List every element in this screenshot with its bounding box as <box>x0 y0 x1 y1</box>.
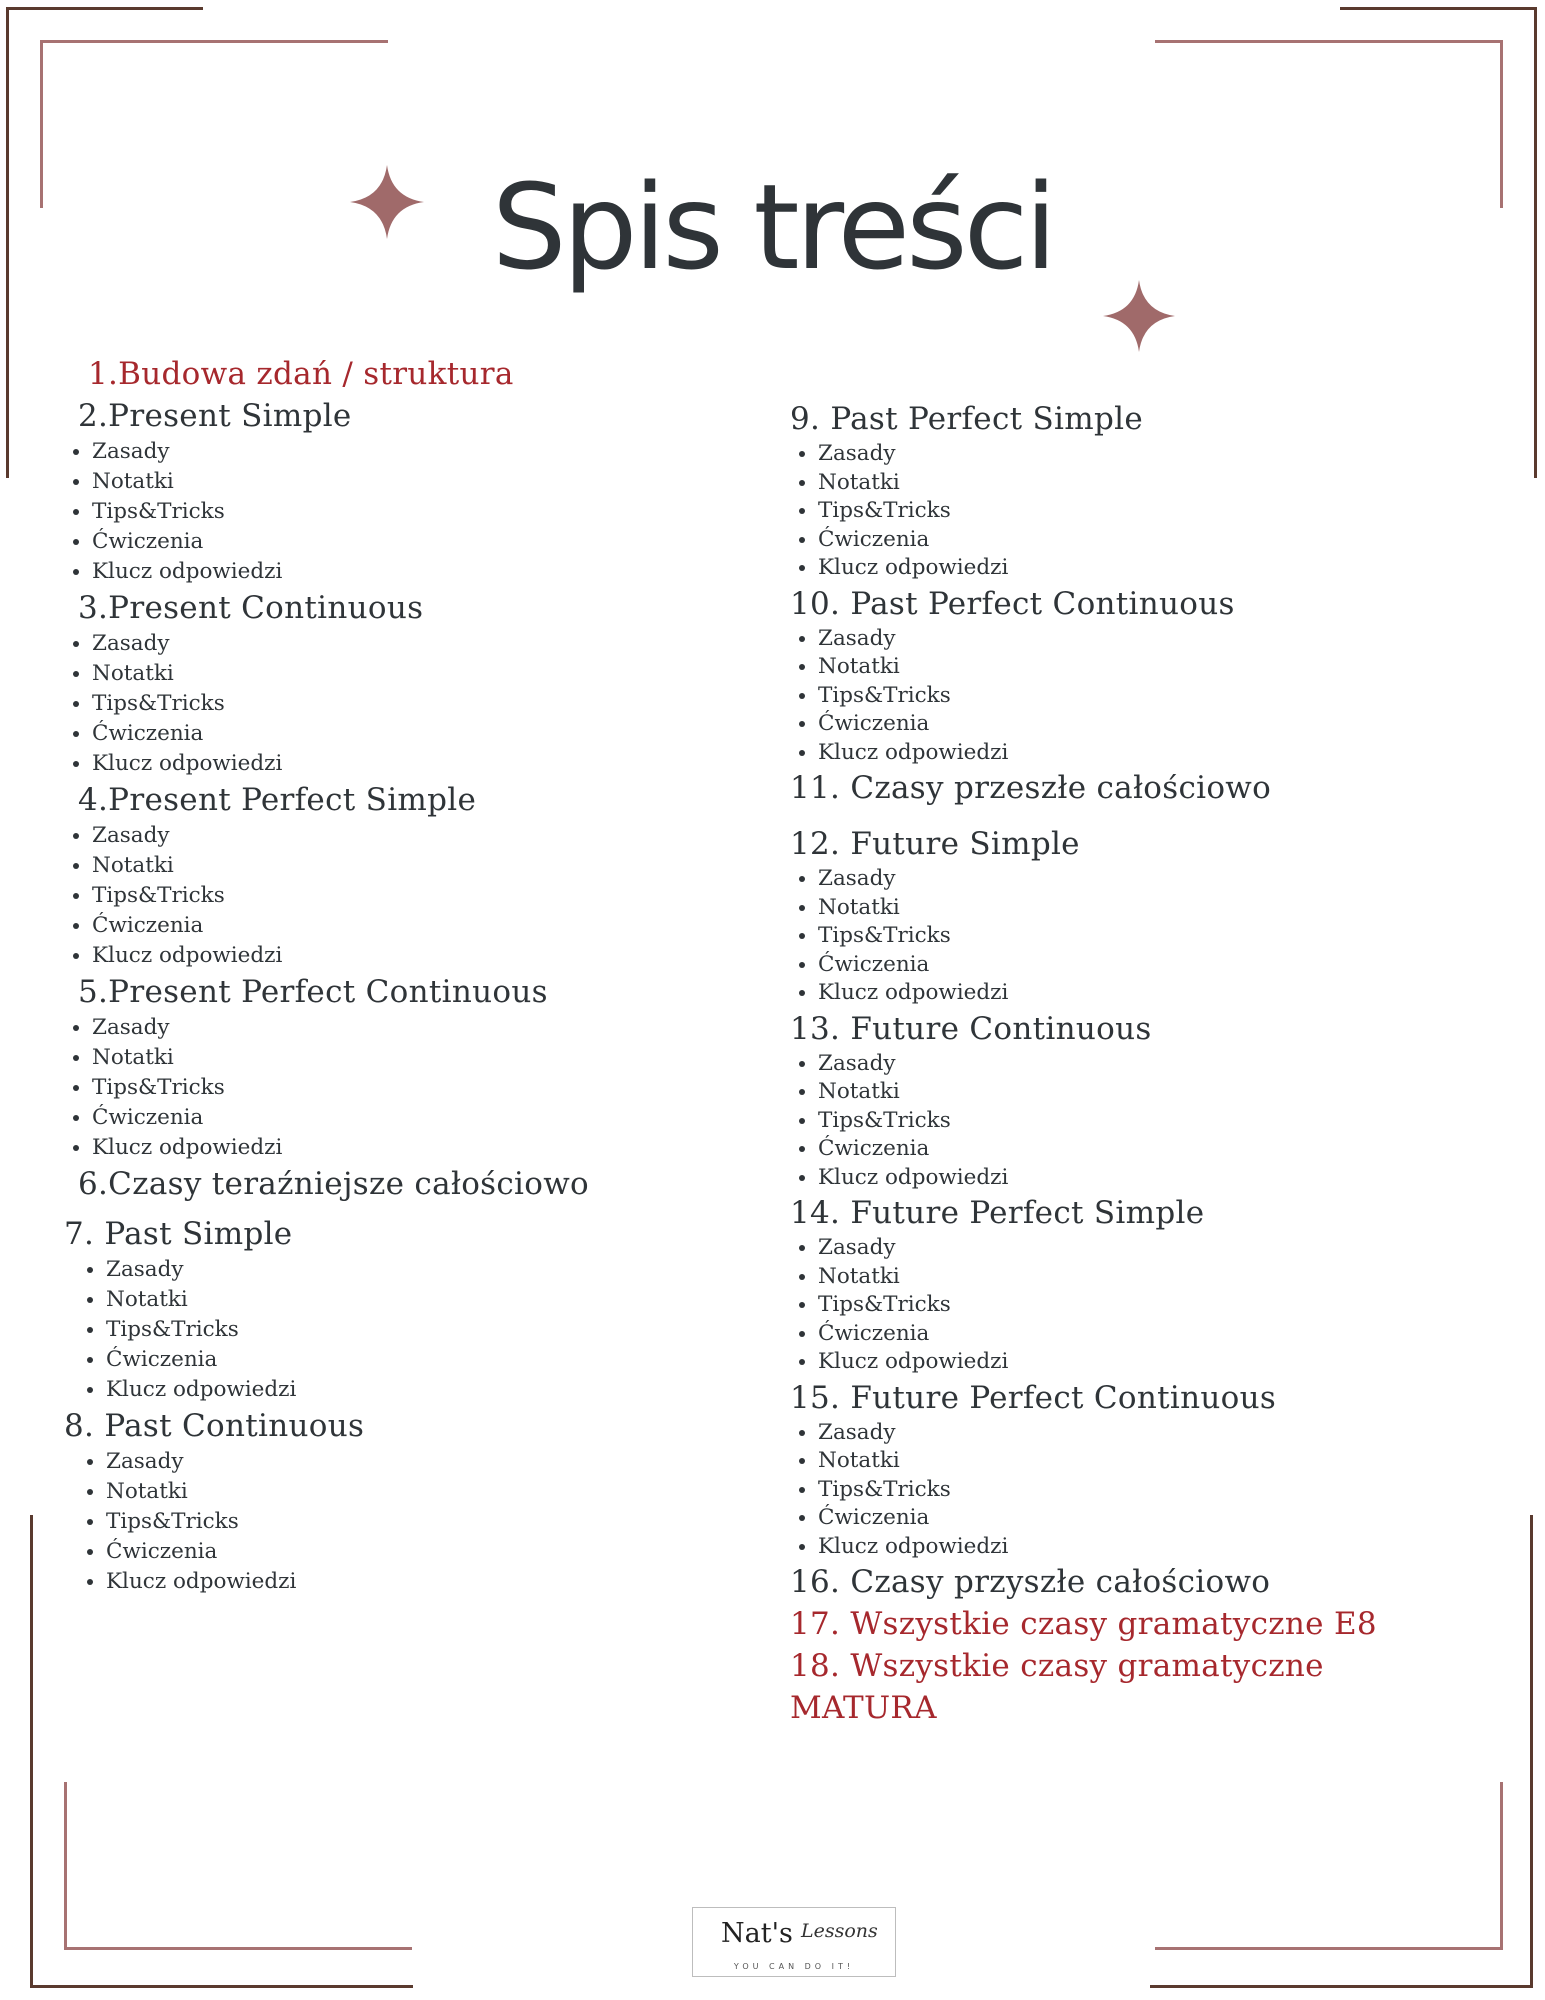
toc-subitem-list <box>64 437 744 587</box>
toc-subitem[interactable]: • Zasady <box>92 821 744 851</box>
toc-subitem[interactable]: • Ćwiczenia <box>92 719 744 749</box>
toc-subitem[interactable]: • Notatki <box>106 1477 744 1507</box>
toc-section <box>64 353 744 395</box>
toc-section-title[interactable]: 5.Present Perfect Continuous <box>78 974 548 1010</box>
toc-section-title[interactable]: 15. Future Perfect Continuous <box>790 1379 1277 1416</box>
toc-section-title[interactable]: 13. Future Continuous <box>790 1010 1152 1047</box>
toc-subitem[interactable]: • Zasady <box>92 1013 744 1043</box>
toc-subitem[interactable]: • Notatki <box>818 1078 1490 1107</box>
toc-section-title[interactable]: 2.Present Simple <box>78 398 352 434</box>
toc-subitem[interactable]: • Tips&Tricks <box>818 682 1490 711</box>
toc-subitem[interactable]: • Notatki <box>818 653 1490 682</box>
toc-subitem-list <box>64 1255 744 1405</box>
toc-subitem-list <box>790 865 1490 1008</box>
toc-subitem[interactable]: • Zasady <box>818 1050 1490 1079</box>
toc-section-title[interactable]: 8. Past Continuous <box>64 1408 365 1444</box>
toc-subitem[interactable]: • Notatki <box>92 659 744 689</box>
toc-subitem[interactable]: • Klucz odpowiedzi <box>92 1133 744 1163</box>
toc-subitem[interactable]: • Ćwiczenia <box>818 1135 1490 1164</box>
toc-subitem[interactable]: • Zasady <box>106 1447 744 1477</box>
frame-corner-bottom-left-inner <box>64 1782 412 1950</box>
toc-subitem[interactable]: • Notatki <box>818 894 1490 923</box>
toc-subitem-list <box>790 1050 1490 1193</box>
toc-subitem[interactable]: • Zasady <box>818 440 1490 469</box>
toc-subitem[interactable]: • Ćwiczenia <box>818 951 1490 980</box>
toc-section <box>64 779 744 971</box>
toc-section <box>790 398 1490 583</box>
toc-subitem[interactable]: • Tips&Tricks <box>818 497 1490 526</box>
toc-subitem-list <box>64 1013 744 1163</box>
toc-left-column <box>64 353 744 1597</box>
toc-section-title[interactable]: 18. Wszystkie czasy gramatyczne <box>790 1648 1324 1684</box>
toc-section-title[interactable]: 1.Budowa zdań / struktura <box>88 356 514 392</box>
toc-subitem[interactable]: • Tips&Tricks <box>106 1507 744 1537</box>
toc-section-title[interactable]: 4.Present Perfect Simple <box>78 782 477 818</box>
toc-section <box>790 1687 1490 1729</box>
toc-subitem[interactable]: • Ćwiczenia <box>106 1537 744 1567</box>
toc-subitem[interactable]: • Klucz odpowiedzi <box>106 1375 744 1405</box>
toc-subitem-list <box>790 625 1490 768</box>
toc-subitem[interactable]: • Tips&Tricks <box>92 497 744 527</box>
toc-subitem[interactable]: • Klucz odpowiedzi <box>818 979 1490 1008</box>
toc-subitem[interactable]: • Tips&Tricks <box>818 1107 1490 1136</box>
toc-section <box>790 583 1490 768</box>
toc-section-title[interactable]: MATURA <box>790 1690 937 1726</box>
toc-subitem[interactable]: • Ćwiczenia <box>106 1345 744 1375</box>
toc-subitem[interactable]: • Zasady <box>106 1255 744 1285</box>
toc-subitem[interactable]: • Ćwiczenia <box>92 911 744 941</box>
toc-subitem[interactable]: • Notatki <box>92 851 744 881</box>
toc-section <box>790 1192 1490 1377</box>
star-icon <box>1103 280 1175 352</box>
toc-section-title[interactable]: 6.Czasy teraźniejsze całościowo <box>78 1166 590 1202</box>
logo-name: Nat's <box>721 1918 793 1949</box>
toc-subitem[interactable]: • Zasady <box>818 1419 1490 1448</box>
toc-subitem[interactable]: • Klucz odpowiedzi <box>818 1164 1490 1193</box>
toc-subitem-list <box>64 629 744 779</box>
toc-section <box>790 1603 1490 1645</box>
toc-subitem-list <box>64 821 744 971</box>
toc-subitem-list <box>790 1419 1490 1562</box>
toc-section-title[interactable]: 14. Future Perfect Simple <box>790 1195 1205 1231</box>
toc-subitem[interactable]: • Klucz odpowiedzi <box>92 749 744 779</box>
toc-right-column <box>790 398 1490 1729</box>
toc-section <box>64 1405 744 1597</box>
toc-section-title[interactable]: 9. Past Perfect Simple <box>790 401 1143 437</box>
toc-section <box>790 1561 1490 1603</box>
toc-subitem[interactable]: • Notatki <box>818 469 1490 498</box>
toc-subitem[interactable]: • Ćwiczenia <box>818 1320 1490 1349</box>
toc-subitem[interactable]: • Notatki <box>92 1043 744 1073</box>
toc-section-title[interactable]: 12. Future Simple <box>790 826 1080 862</box>
toc-subitem[interactable]: • Tips&Tricks <box>92 881 744 911</box>
toc-subitem[interactable]: • Klucz odpowiedzi <box>92 557 744 587</box>
toc-subitem[interactable]: • Klucz odpowiedzi <box>818 1348 1490 1377</box>
toc-subitem-list <box>64 1447 744 1597</box>
toc-subitem[interactable]: • Zasady <box>818 1234 1490 1263</box>
toc-subitem[interactable]: • Klucz odpowiedzi <box>818 739 1490 768</box>
toc-section-title[interactable]: 7. Past Simple <box>64 1216 293 1252</box>
toc-subitem[interactable]: • Zasady <box>92 437 744 467</box>
toc-subitem[interactable]: • Tips&Tricks <box>92 689 744 719</box>
toc-section <box>64 587 744 779</box>
toc-subitem[interactable]: • Notatki <box>818 1447 1490 1476</box>
brand-logo <box>692 1907 896 1977</box>
page-title: Spis treści <box>491 158 1054 296</box>
toc-subitem[interactable]: • Notatki <box>106 1285 744 1315</box>
toc-section <box>64 395 744 587</box>
toc-subitem[interactable]: • Zasady <box>92 629 744 659</box>
logo-tagline: YOU CAN DO IT! <box>733 1962 855 1971</box>
frame-corner-bottom-right-inner <box>1155 1782 1503 1950</box>
toc-subitem[interactable]: • Notatki <box>818 1263 1490 1292</box>
toc-section-title[interactable]: 16. Czasy przyszłe całościowo <box>790 1564 1271 1600</box>
toc-subitem-list <box>790 440 1490 583</box>
toc-section-title[interactable]: 17. Wszystkie czasy gramatyczne E8 <box>790 1606 1377 1642</box>
toc-section <box>790 767 1490 809</box>
toc-section-title[interactable]: 10. Past Perfect Continuous <box>790 585 1235 622</box>
toc-subitem[interactable]: • Tips&Tricks <box>92 1073 744 1103</box>
toc-subitem[interactable]: • Tips&Tricks <box>818 1291 1490 1320</box>
logo-script: Lessons <box>801 1920 878 1942</box>
toc-section <box>790 1645 1490 1687</box>
toc-subitem[interactable]: • Klucz odpowiedzi <box>106 1567 744 1597</box>
toc-subitem[interactable]: • Zasady <box>818 865 1490 894</box>
toc-subitem[interactable]: • Ćwiczenia <box>92 527 744 557</box>
toc-section <box>790 1377 1490 1562</box>
toc-section <box>64 971 744 1163</box>
toc-section-title[interactable]: 11. Czasy przeszłe całościowo <box>790 770 1272 806</box>
toc-subitem-list <box>790 1234 1490 1377</box>
toc-subitem[interactable]: • Klucz odpowiedzi <box>92 941 744 971</box>
toc-subitem[interactable]: • Klucz odpowiedzi <box>818 554 1490 583</box>
toc-section <box>790 823 1490 1008</box>
toc-subitem[interactable]: • Klucz odpowiedzi <box>818 1533 1490 1562</box>
toc-subitem[interactable]: • Zasady <box>818 625 1490 654</box>
toc-subitem[interactable]: • Tips&Tricks <box>818 922 1490 951</box>
toc-subitem[interactable]: • Ćwiczenia <box>818 1504 1490 1533</box>
toc-subitem[interactable]: • Ćwiczenia <box>818 710 1490 739</box>
toc-subitem[interactable]: • Ćwiczenia <box>818 526 1490 555</box>
toc-section-title[interactable]: 3.Present Continuous <box>78 590 424 626</box>
toc-section <box>64 1163 744 1205</box>
toc-subitem[interactable]: • Tips&Tricks <box>818 1476 1490 1505</box>
toc-subitem[interactable]: • Tips&Tricks <box>106 1315 744 1345</box>
toc-section <box>790 1008 1490 1193</box>
toc-section <box>64 1213 744 1405</box>
toc-subitem[interactable]: • Notatki <box>92 467 744 497</box>
toc-subitem[interactable]: • Ćwiczenia <box>92 1103 744 1133</box>
